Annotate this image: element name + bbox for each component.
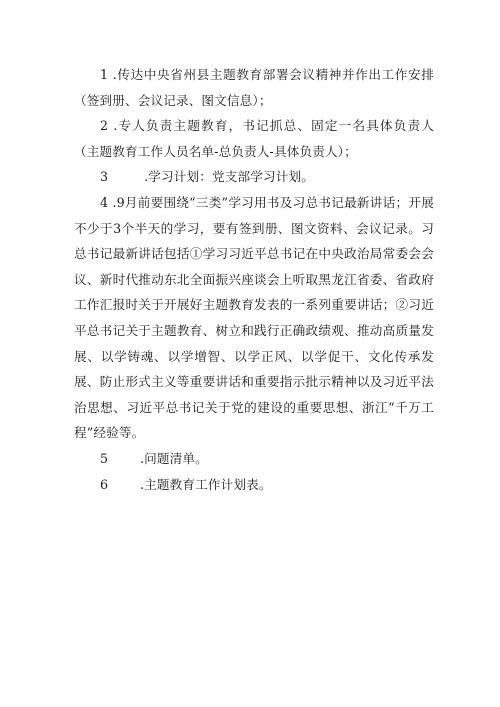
item-number: 6 bbox=[100, 476, 109, 492]
item-number: 2 bbox=[100, 118, 109, 134]
item-text: .主题教育工作计划表。 bbox=[140, 476, 272, 492]
list-item-4 bbox=[74, 190, 434, 446]
item-text: .9月前要围绕“三类”学习用书及习总书记最新讲话；开展不少于3个半天的学习，要有签到册、图文资料、会议记录。习总书记最新讲话包括①学习习近平总书记在中央政治局常委会会议、新时代推动东北全面振兴座谈会上听取黑龙江省委、省政府工作汇报时关于开展好主题教育发表的一系列重要讲话；②习近平总书记关于主题教育、树立和践行正确政绩观、推动高质量发展、以学铸魂、以学增智、以学正风、以学促干、文化传承发展、防止形式主义等重要讲话和重要指示批示精神以及习近平法治思想、习近平总书记关于党的建设的重要思想、浙江“千万工程”经验等。 bbox=[74, 194, 434, 441]
item-text: .专人负责主题教育，书记抓总、固定一名具体负责人（主题教育工作人员名单-总负责人-具体负责人）； bbox=[74, 118, 434, 159]
item-number: 4 bbox=[100, 194, 109, 210]
item-text: .学习计划：党支部学习计划。 bbox=[140, 169, 314, 185]
list-item-5 bbox=[74, 446, 434, 472]
item-number: 3 bbox=[100, 169, 109, 185]
list-item-6 bbox=[74, 472, 434, 498]
item-text: .问题清单。 bbox=[140, 450, 208, 466]
item-number: 5 bbox=[100, 450, 109, 466]
item-text: .传达中央省州县主题教育部署会议精神并作出工作安排（签到册、会议记录、图文信息）； bbox=[74, 67, 434, 108]
list-item-1 bbox=[74, 62, 434, 113]
list-item-3 bbox=[74, 164, 434, 190]
item-number: 1 bbox=[100, 67, 109, 82]
list-item-2 bbox=[74, 113, 434, 164]
document-body bbox=[74, 62, 434, 497]
